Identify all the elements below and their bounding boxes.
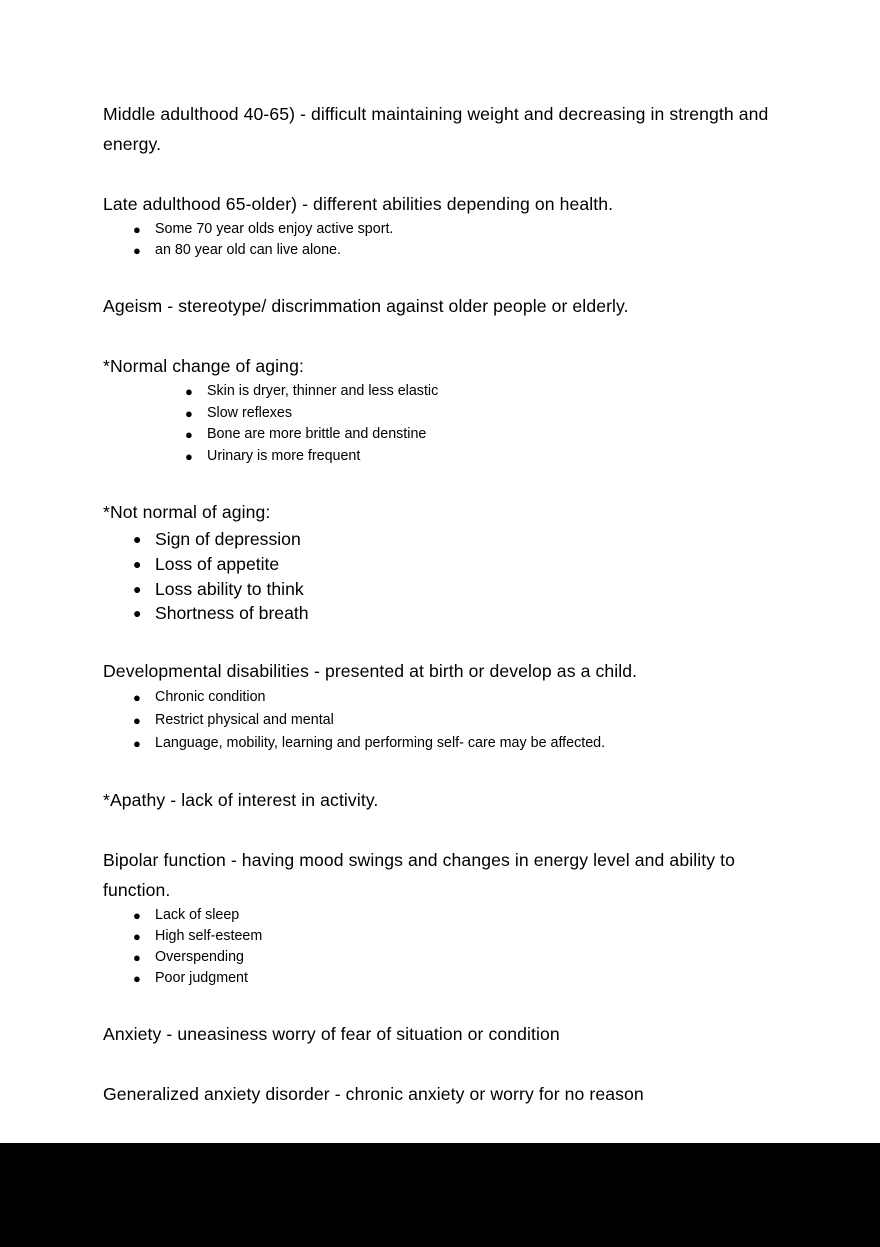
list-item	[103, 686, 793, 709]
paragraph-generalized-anxiety-disorder: Generalized anxiety disorder - chronic anxiety or worry for no reason	[103, 1084, 644, 1105]
list-item	[103, 905, 793, 926]
list-item-label: Language, mobility, learning and performing self- care may be affected.	[155, 735, 606, 752]
paragraph-spacer	[103, 321, 793, 351]
paragraph-spacer	[103, 989, 793, 1019]
paragraph-spacer	[103, 755, 793, 785]
paragraph-spacer	[103, 815, 793, 845]
paragraph-spacer	[103, 1049, 793, 1079]
list-item	[103, 926, 793, 947]
paragraph-late-adulthood: Late adulthood 65-older) - different abilities depending on health.	[103, 194, 614, 214]
list-item	[103, 552, 793, 577]
bullet-icon: ●	[133, 971, 141, 987]
bullet-icon: ●	[133, 222, 141, 237]
list-item	[103, 446, 793, 468]
paragraph-spacer	[103, 261, 793, 291]
list-normal-change-of-aging	[103, 381, 793, 467]
bullet-icon: ●	[133, 580, 142, 597]
list-item-label: Urinary is more frequent	[207, 447, 361, 464]
paragraph-not-normal-of-aging: *Not normal of aging:	[103, 502, 271, 522]
bullet-icon: ●	[133, 713, 141, 729]
list-item-label: Overspending	[155, 949, 245, 966]
list-item-label: Loss ability to think	[155, 578, 304, 599]
bullet-icon: ●	[133, 736, 141, 752]
list-developmental-disabilities	[103, 686, 793, 755]
list-item-label: Loss of appetite	[155, 553, 280, 574]
paragraph-normal-change-of-aging: *Normal change of aging:	[103, 356, 304, 376]
list-item-label: Bone are more brittle and denstine	[207, 426, 427, 442]
paragraph-middle-adulthood: Middle adulthood 40-65) - difficult maintaining weight and decreasing in strength and energy.	[103, 104, 774, 154]
bullet-icon: ●	[185, 384, 193, 399]
bottom-black-band	[0, 1143, 880, 1247]
bullet-icon: ●	[185, 405, 193, 421]
list-item-label: High self-esteem	[155, 928, 263, 945]
paragraph-anxiety: Anxiety - uneasiness worry of fear of situation or condition	[103, 1024, 560, 1045]
bullet-icon: ●	[185, 427, 193, 442]
list-item-label: Slow reflexes	[207, 404, 293, 421]
list-item	[103, 527, 793, 552]
list-item	[103, 601, 793, 626]
list-item-label: Poor judgment	[155, 970, 248, 987]
list-item-label: Chronic condition	[155, 689, 266, 706]
list-bipolar-function	[103, 905, 793, 989]
list-item	[103, 240, 793, 261]
list-item	[103, 219, 793, 240]
list-item	[103, 424, 793, 446]
bullet-icon: ●	[133, 908, 141, 924]
list-item	[103, 709, 793, 732]
list-item	[103, 968, 793, 989]
bullet-icon: ●	[133, 690, 141, 706]
bullet-icon: ●	[133, 555, 142, 572]
paragraph-developmental-disabilities: Developmental disabilities - presented at birth or develop as a child.	[103, 661, 638, 682]
paragraph-spacer	[103, 467, 793, 497]
paragraph-bipolar-function: Bipolar function - having mood swings and changes in energy level and ability to function.	[103, 850, 740, 901]
list-item	[103, 947, 793, 968]
list-item	[103, 732, 793, 755]
list-late-adulthood	[103, 219, 793, 261]
paragraph-spacer	[103, 159, 793, 189]
bullet-icon: ●	[133, 605, 142, 622]
paragraph-apathy: *Apathy - lack of interest in activity.	[103, 790, 379, 811]
list-item	[103, 577, 793, 602]
bullet-icon: ●	[185, 448, 193, 464]
list-item-label: Sign of depression	[155, 529, 301, 549]
list-item	[103, 403, 793, 425]
bullet-icon: ●	[133, 243, 141, 258]
list-item	[103, 381, 793, 403]
list-item-label: Restrict physical and mental	[155, 712, 334, 729]
bullet-icon: ●	[133, 531, 142, 547]
list-item-label: an 80 year old can live alone.	[155, 242, 341, 258]
bullet-icon: ●	[133, 929, 141, 945]
paragraph-spacer	[103, 626, 793, 656]
list-item-label: Shortness of breath	[155, 603, 309, 624]
list-item-label: Lack of sleep	[155, 907, 240, 924]
paragraph-ageism: Ageism - stereotype/ discrimmation against older people or elderly.	[103, 296, 629, 316]
list-not-normal-of-aging	[103, 527, 793, 626]
list-item-label: Skin is dryer, thinner and less elastic	[207, 383, 439, 399]
bullet-icon: ●	[133, 950, 141, 966]
list-item-label: Some 70 year olds enjoy active sport.	[155, 221, 394, 237]
document-body	[103, 99, 793, 1109]
